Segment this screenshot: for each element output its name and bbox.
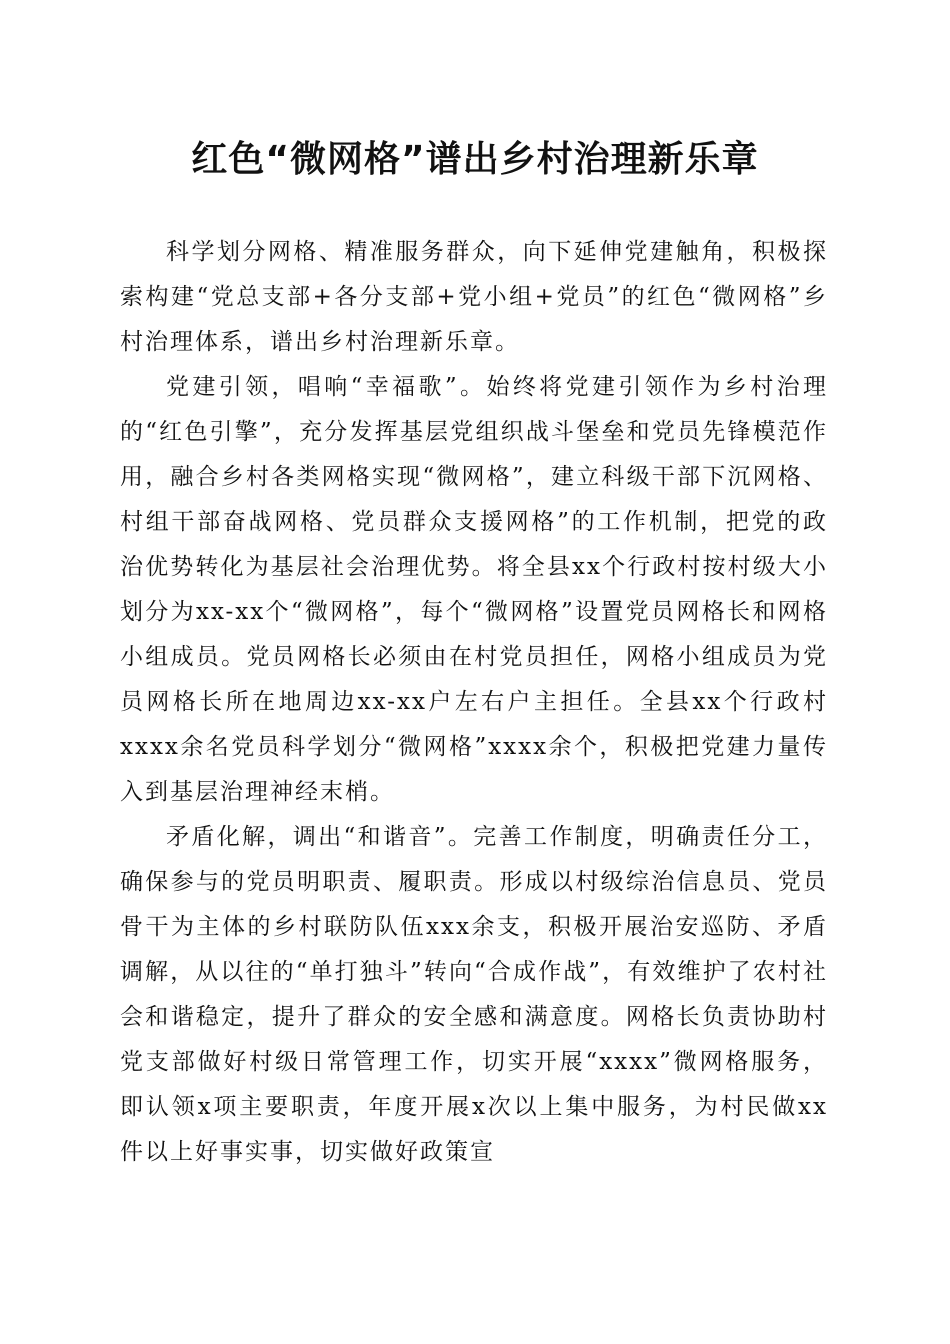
paragraph-intro: 科学划分网格、精准服务群众，向下延伸党建触角，积极探索构建“党总支部+各分支部+党小组+党员”的红色“微网格”乡村治理体系，谱出乡村治理新乐章。 [120,239,828,355]
paragraph-conflict-resolution: 矛盾化解，调出“和谐音”。完善工作制度，明确责任分工，确保参与的党员明职责、履职责。形成以村级综治信息员、党员骨干为主体的乡村联防队伍xxx余支，积极开展治安巡防、矛盾调解，从以往的“单打独斗”转向“合成作战”，有效维护了农村社会和谐稳定，提升了群众的安全感和满意度。网格长负责协助村党支部做好村级日常管理工作，切实开展“xxxx”微网格服务，即认领x项主要职责，年度开展x次以上集中服务，为村民做xx件以上好事实事，切实做好政策宣 [120,824,828,1165]
paragraph-party-leadership: 党建引领，唱响“幸福歌”。始终将党建引领作为乡村治理的“红色引擎”，充分发挥基层党组织战斗堡垒和党员先锋模范作用，融合乡村各类网格实现“微网格”，建立科级干部下沉网格、村组干部奋战网格、党员群众支援网格”的工作机制，把党的政治优势转化为基层社会治理优势。将全县xx个行政村按村级大小划分为xx-xx个“微网格”，每个“微网格”设置党员网格长和网格小组成员。党员网格长必须由在村党员担任，网格小组成员为党员网格长所在地周边xx-xx户左右户主担任。全县xx个行政村xxxx余名党员科学划分“微网格”xxxx余个，积极把党建力量传入到基层治理神经末梢。 [120,374,828,805]
document-title: 红色“微网格”谱出乡村治理新乐章 [191,139,759,180]
document-body [120,230,828,1175]
